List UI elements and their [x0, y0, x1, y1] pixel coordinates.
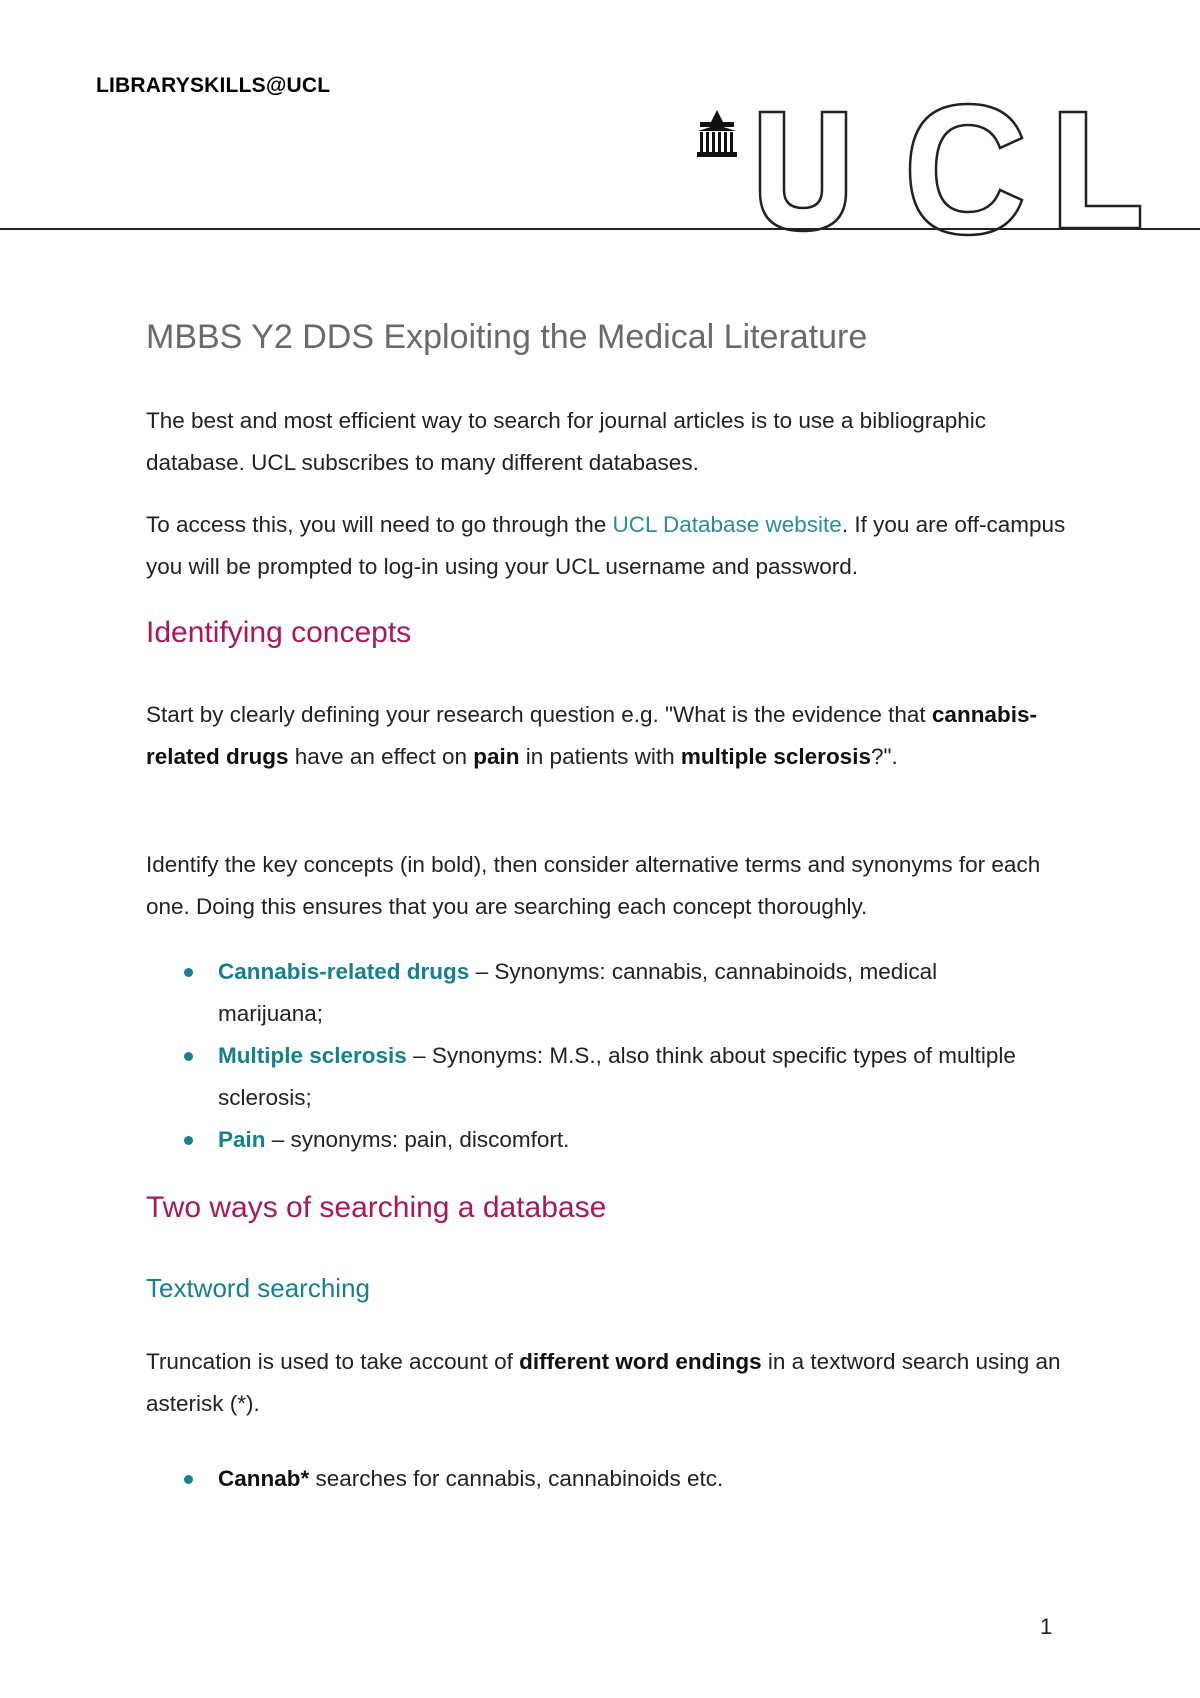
truncation-paragraph: [146, 1341, 1066, 1425]
list-item: [146, 1035, 1026, 1119]
synonyms-list: [146, 951, 1026, 1161]
bullet-icon: [184, 1136, 193, 1145]
section-heading-two-ways: Two ways of searching a database: [146, 1191, 607, 1224]
concept-term: Pain: [218, 1127, 266, 1152]
intro-paragraph-1: The best and most efficient way to search for journal articles is to use a bibliographic database. UCL subscribes to many different databases.: [146, 408, 987, 475]
intro-text: To access this, you will need to go through the: [146, 512, 613, 537]
list-item: [146, 951, 1026, 1035]
section-heading-identifying-concepts: Identifying concepts: [146, 616, 412, 649]
synonyms-text: – synonyms: pain, discomfort.: [265, 1127, 570, 1152]
synonyms-text: – Synonyms: M.S., also think about specific types of multiple sclerosis;: [218, 1043, 1016, 1110]
example-text: searches for cannabis, cannabinoids etc.: [309, 1466, 724, 1491]
header-divider: [0, 228, 1200, 230]
research-question-paragraph: [146, 694, 1066, 778]
key-concepts-paragraph: Identify the key concepts (in bold), then consider alternative terms and synonyms for each one. Doing this ensures that you are searching each concept thoroughly.: [146, 852, 1041, 919]
list-item: [146, 1119, 1026, 1161]
example-term: Cannab*: [218, 1466, 310, 1491]
bullet-icon: [184, 1475, 193, 1484]
concept-term: Cannabis-related drugs: [218, 959, 470, 984]
concept-term: Multiple sclerosis: [218, 1043, 407, 1068]
truncation-examples-list: [146, 1458, 1026, 1500]
page-title: MBBS Y2 DDS Exploiting the Medical Literature: [146, 318, 868, 356]
page-number: 1: [1040, 1614, 1053, 1639]
text: Start by clearly defining your research question e.g. "What is the evidence that: [146, 702, 932, 727]
concept-bold: cannabis-related drugs: [146, 702, 1037, 769]
subheading-textword-searching: Textword searching: [146, 1273, 370, 1303]
concept-bold: pain: [473, 744, 520, 769]
intro-paragraph-2: [146, 504, 1066, 588]
intro-text: . If you are off-campus you will be prompted to log-in using your UCL username and password.: [146, 512, 1066, 579]
synonyms-text: – Synonyms: cannabis, cannabinoids, medical marijuana;: [218, 959, 938, 1026]
bullet-icon: [184, 1052, 193, 1061]
ucl-database-link[interactable]: UCL Database website: [612, 512, 842, 537]
ucl-logo: [690, 98, 1200, 238]
concept-bold: multiple sclerosis: [680, 744, 871, 769]
text: ?".: [870, 744, 898, 769]
text: have an effect on: [288, 744, 474, 769]
text: Truncation is used to take account of: [146, 1349, 520, 1374]
list-item: [146, 1458, 1026, 1500]
bold-text: different word endings: [519, 1349, 762, 1374]
text: in patients with: [519, 744, 681, 769]
header-label: LIBRARYSKILLS@UCL: [96, 74, 331, 97]
bullet-icon: [184, 968, 193, 977]
text: in a textword search using an asterisk (*).: [146, 1349, 1061, 1416]
